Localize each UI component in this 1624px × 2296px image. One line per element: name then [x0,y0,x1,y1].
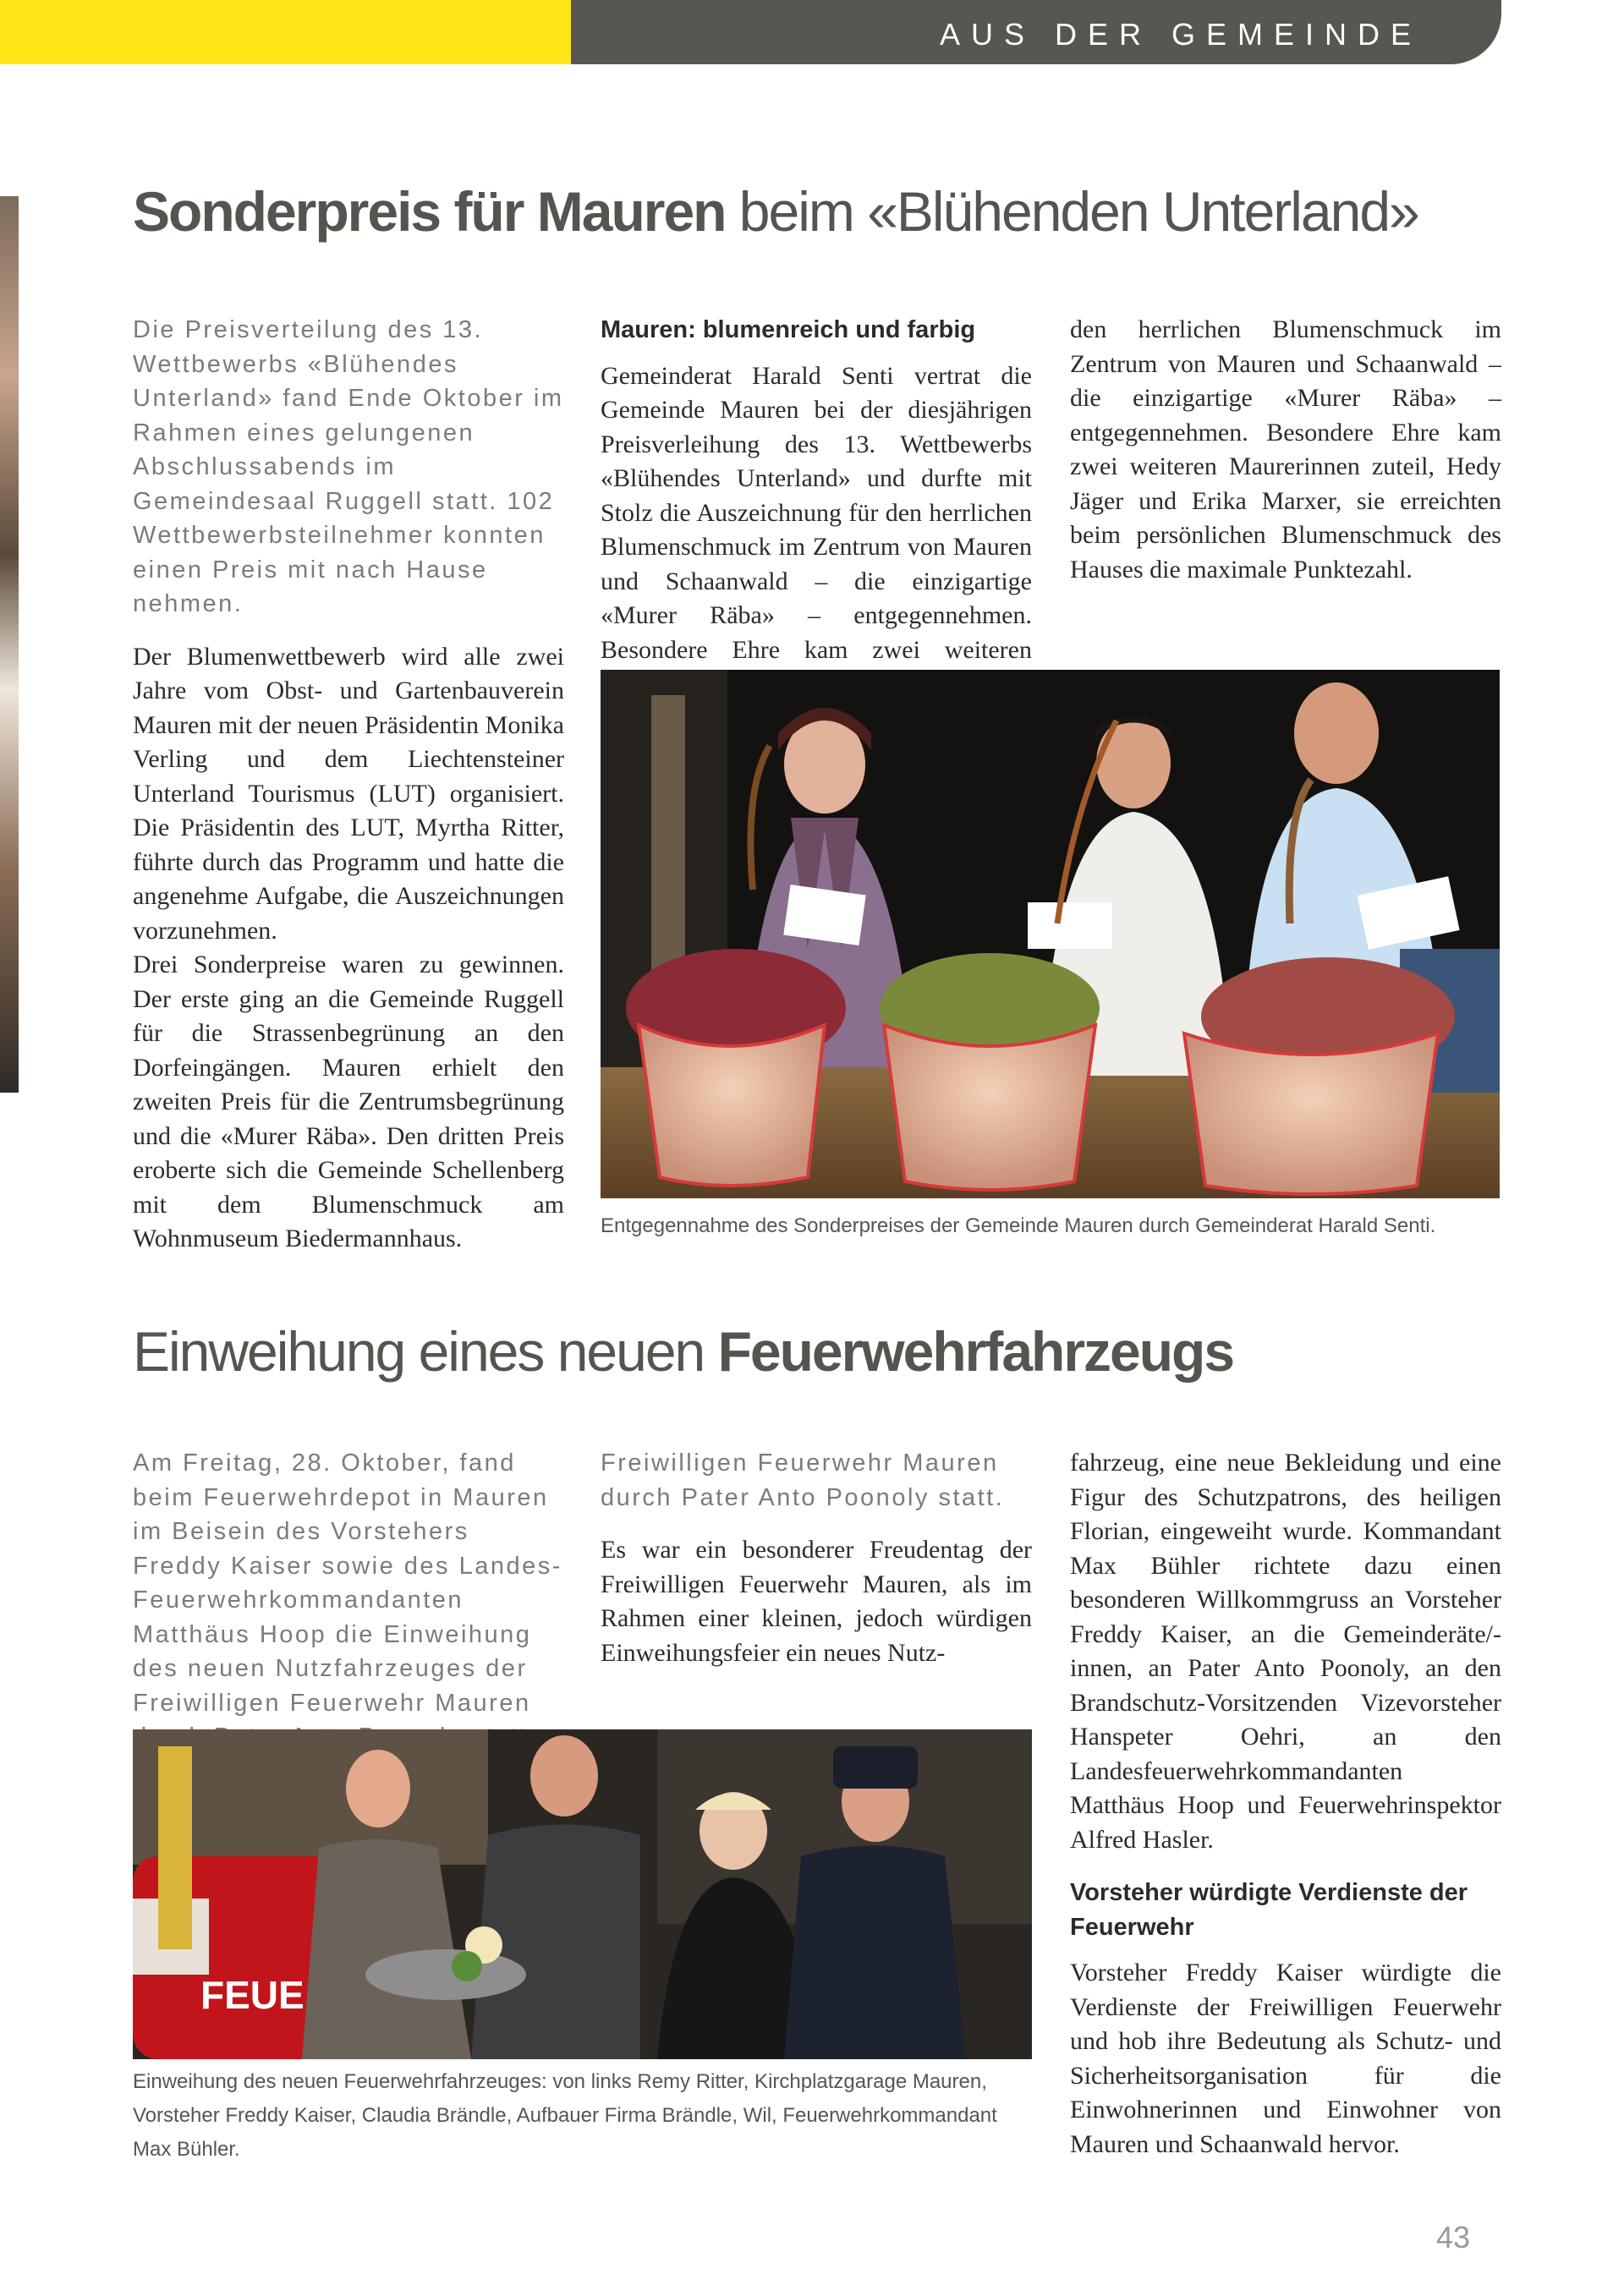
article1-body-paragraph: Drei Sonderpreise waren zu gewinnen. Der erste ging an die Gemeinde Ruggell für die Strassenbegrünung an den Dorfeingängen. Mauren erhielt den zweiten Preis für die Zentrumsbegrünung und die «Murer Räba». Den dritten Preis eroberte sich die Gemeinde Schellenberg mit dem Blumenschmuck am Wohnmuseum Biedermannhaus. [133,951,564,1252]
article1-subhead: Mauren: blumenreich und farbig [601,316,976,343]
header-color-bar [0,0,571,64]
page-number: 43 [1436,2220,1471,2255]
article1-photo [601,670,1500,1198]
article1-col1 [133,313,564,1257]
article1-col2 [601,313,1032,664]
article1-headline [133,179,1418,244]
article2-headline-bold: Feuerwehrfahrzeugs [717,1320,1234,1383]
article2-lead-continued: Freiwilligen Feuerwehr Mauren durch Pater Anto Poonoly statt. [601,1449,1005,1511]
article1-body-paragraph: den herrlichen Blumenschmuck im Zentrum von Mauren und Schaanwald – die einzigartige «Murer Räba» – entgegennehmen. Besondere Ehre kam zwei weiteren Maurerinnen zuteil, Hedy Jäger und Erika Marxer, sie erreichten beim persönlichen Blumenschmuck des Hauses die maximale Punktezahl. [1070,315,1501,584]
article2-lead: Am Freitag, 28. Oktober, fand beim Feuerwehrdepot in Mauren im Beisein des Vorstehers Freddy Kaiser sowie des Landes-Feuerwehrkommandanten Matthäus Hoop die Einweihung des neuen Nutzfahrzeuges der Freiwilligen Feuerwehr Mauren [133,1449,562,1717]
fire-vehicle-inauguration-photo [133,1729,1032,2059]
article2-subhead: Vorsteher würdigte Verdienste der Feuerwehr [1070,1879,1468,1941]
article2-col2 [601,1446,1032,1691]
article2-photo [133,1729,1032,2059]
article2-photo-caption: Einweihung des neuen Feuerwehrfahrzeuges: von links Remy Ritter, Kirchplatzgarage Mauren, Vorsteher Freddy Kaiser, Claudia Brändle, Aufbauer Firma Brändle, Wil, Feuerwehrkommandant Max Bühler. [133,2070,997,2161]
article1-lead: Die Preisverteilung des 13. Wettbewerbs «Blühendes Unterland» fand Ende Oktober im Rahmen eines gelungenen Abschlussabends im Gemeindesaal Ruggell statt. 102 Wettbewerbsteilnehmer konnten einen Preis mit nach Hause nehmen. [133,316,564,617]
section-label: AUS DER GEMEINDE [939,17,1422,52]
article1-photo-caption: Entgegennahme des Sonderpreises der Gemeinde Mauren durch Gemeinderat Harald Senti. [601,1214,1436,1237]
article2-body-paragraph: Es war ein besonderer Freudentag der Freiwilligen Feuerwehr Mauren, als im Rahmen einer kleinen, jedoch würdigen Einweihungsfeier ein neues Nutz- [601,1536,1032,1667]
vehicle-lettering: FEUE [200,1973,304,2017]
article2-headline [133,1319,1233,1384]
article2-body-paragraph: Vorsteher Freddy Kaiser würdigte die Verdienste der Freiwilligen Feuerwehr und hob ihre Bedeutung als Schutz- und Sicherheitsorganisation für die Einwohnerinnen und Einwohner von Mauren und Schaanwald hervor. [1070,1959,1501,2158]
article1-headline-bold: Sonderpreis für Mauren [133,180,726,243]
previous-page-photo-edge [0,196,19,1093]
article2-body-paragraph: fahrzeug, eine neue Bekleidung und eine Figur des Schutzpatrons, des heiligen Florian, eingeweiht wurde. Kommandant Max Bühler richtete dazu einen besonderen Willkommgruss an Vorsteher Freddy Kaiser, an die Gemeinderäte/-innen, an Pater Anto Poonoly, an den Brandschutz-Vorsitzenden Vizevorsteher Hanspeter Oehri, an den Landesfeuerwehrkommandanten Matthäus Hoop und Feuerwehrinspektor Alfred Hasler. [1070,1449,1501,1854]
section-tab [571,0,1501,64]
award-ceremony-photo [601,670,1500,1198]
article2-col3 [1070,1446,1501,2162]
article1-body-paragraph: Gemeinderat Harald Senti vertrat die Gemeinde Mauren bei der diesjährigen Preisverleihung des 13. Wettbewerbs «Blühendes Unterland» und durfte mit Stolz die Auszeichnung für den herrlichen Blumenschmuck im Zentrum von Mauren und Schaanwald – die einzigartige «Murer Räba» – entgegennehmen. Besondere Ehre kam zwei weiteren [601,361,1032,664]
article1-col3 [1070,313,1501,626]
article2-headline-light: Einweihung eines neuen [133,1320,718,1383]
article1-headline-rest: beim «Blühenden Unterland» [725,180,1418,243]
article1-body-paragraph: Der Blumenwettbewerb wird alle zwei Jahre vom Obst- und Gartenbauverein Mauren mit der neuen Präsidentin Monika Verling und dem Liechtensteiner Unterland Tourismus (LUT) organisiert. Die Präsidentin des LUT, Myrtha Ritter, führte durch das Programm und hatte die angenehme Aufgabe, die Auszeichnungen vorzunehmen. [133,642,564,945]
article2-col1 [133,1446,564,1717]
